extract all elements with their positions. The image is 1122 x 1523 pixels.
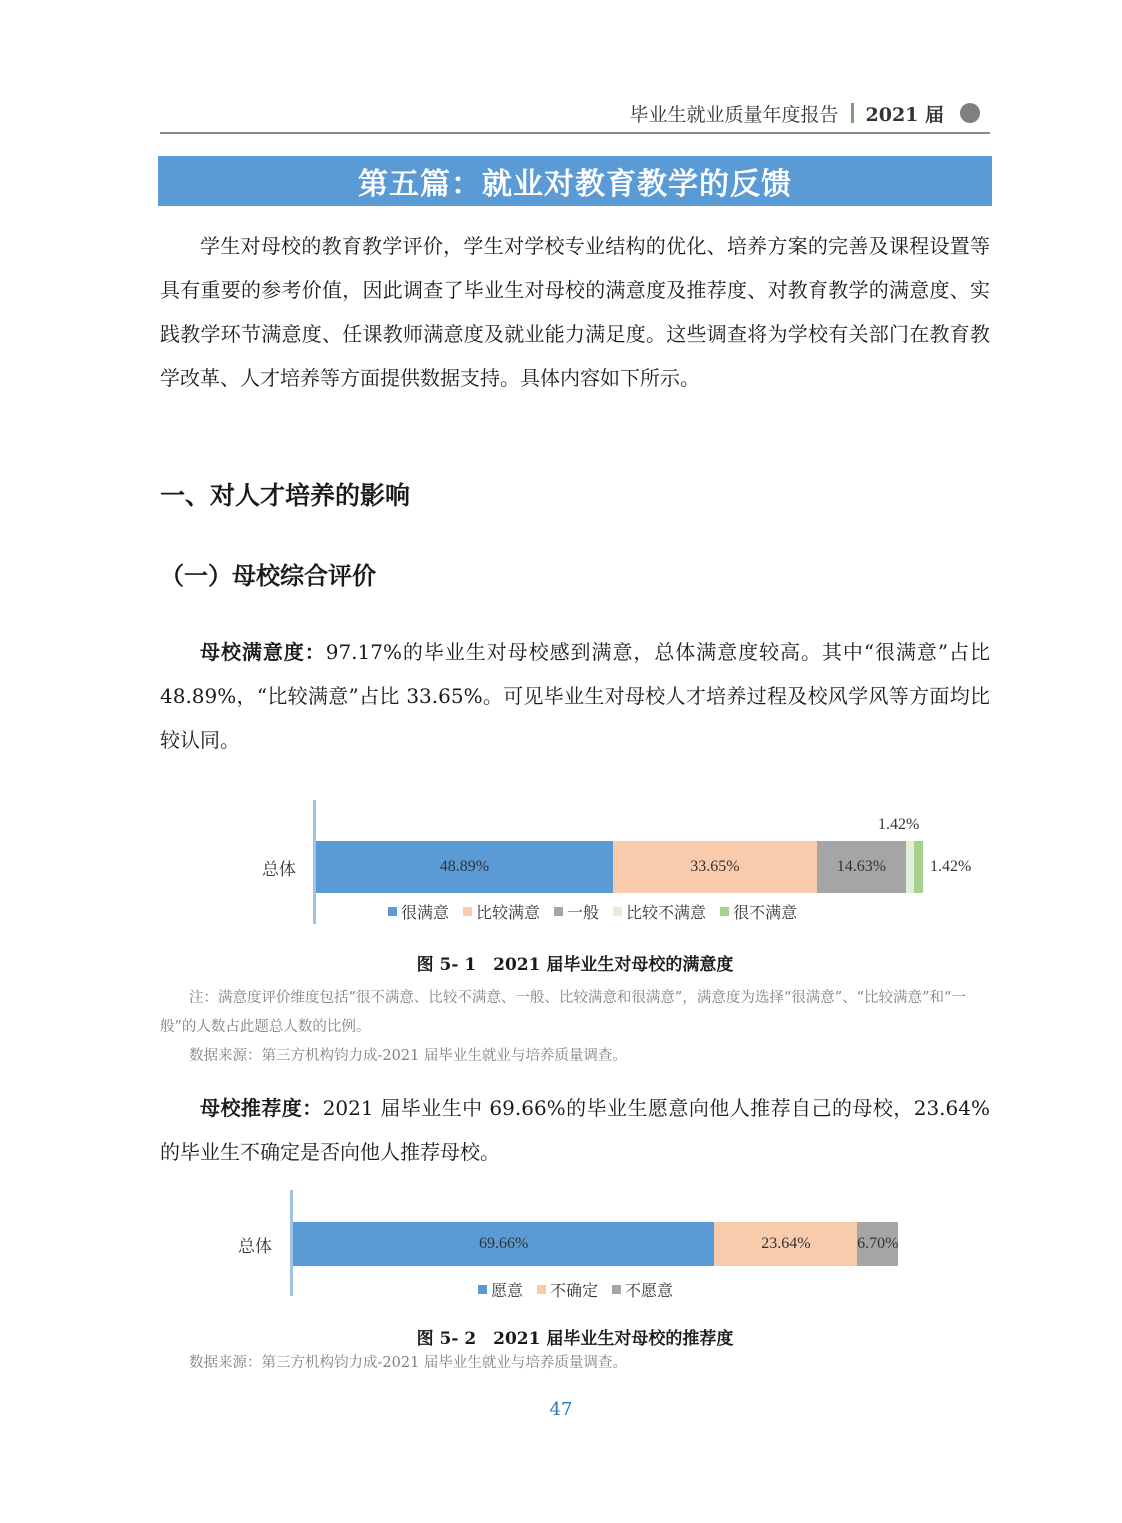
legend-swatch-icon bbox=[554, 907, 563, 916]
legend-swatch-icon bbox=[388, 907, 397, 916]
satisfaction-chart bbox=[160, 800, 990, 940]
chart-legend bbox=[388, 900, 797, 923]
header-rule bbox=[160, 132, 990, 134]
stacked-bar bbox=[316, 841, 923, 893]
recommendation-text: 2021 届毕业生中 69.66%的毕业生愿意向他人推荐自己的母校，23.64%的毕业生不确定是否向他人推荐母校。 bbox=[160, 1096, 990, 1164]
satisfaction-lead: 母校满意度： bbox=[200, 640, 326, 664]
legend-item bbox=[554, 900, 599, 923]
recommendation-chart bbox=[160, 1190, 990, 1310]
figure-notes-5-1 bbox=[160, 984, 990, 1071]
legend-swatch-icon bbox=[720, 907, 729, 916]
report-title: 毕业生就业质量年度报告 bbox=[629, 103, 839, 126]
data-label-很不满意: 1.42% bbox=[930, 858, 972, 875]
legend-swatch-icon bbox=[463, 907, 472, 916]
legend-swatch-icon bbox=[613, 907, 622, 916]
header-dot-icon bbox=[960, 103, 980, 123]
satisfaction-paragraph bbox=[160, 630, 990, 762]
page-number: 47 bbox=[549, 1399, 573, 1420]
data-source: 数据来源：第三方机构钧力成-2021 届毕业生就业与培养质量调查。 bbox=[189, 1048, 627, 1064]
figure-note: 注：满意度评价维度包括“很不满意、比较不满意、一般、比较满意和很满意”，满意度为选择“很满意”、“比较满意”和“一般”的人数占此题总人数的比例。 bbox=[160, 990, 966, 1035]
bar-segment-很不满意 bbox=[914, 841, 923, 893]
satisfaction-text: 97.17%的毕业生对母校感到满意，总体满意度较高。其中“很满意”占比 48.89%，“比较满意”占比 33.65%。可见毕业生对母校人才培养过程及校风学风等方面均比较认同。 bbox=[160, 640, 991, 752]
bar-segment-比较不满意 bbox=[906, 841, 915, 893]
bar-segment-很满意: 48.89% bbox=[316, 841, 613, 893]
legend-label: 愿意 bbox=[491, 1283, 524, 1300]
category-label: 总体 bbox=[262, 860, 296, 879]
legend-label: 比较不满意 bbox=[626, 905, 707, 922]
legend-item bbox=[388, 900, 449, 923]
bar-segment-不确定: 23.64% bbox=[714, 1222, 857, 1266]
recommendation-paragraph bbox=[160, 1086, 990, 1174]
chapter-banner: 第五篇：就业对教育教学的反馈 bbox=[158, 156, 992, 206]
bar-segment-一般: 14.63% bbox=[817, 841, 906, 893]
legend-swatch-icon bbox=[612, 1285, 621, 1294]
subsection-heading: （一）母校综合评价 bbox=[160, 562, 376, 590]
legend-item bbox=[720, 900, 797, 923]
recommendation-lead: 母校推荐度： bbox=[200, 1096, 323, 1120]
data-label-比较不满意: 1.42% bbox=[878, 816, 920, 833]
chart-legend bbox=[478, 1278, 673, 1301]
bar-segment-愿意: 69.66% bbox=[293, 1222, 714, 1266]
stacked-bar bbox=[293, 1222, 898, 1266]
running-header bbox=[520, 96, 980, 130]
legend-item bbox=[463, 900, 540, 923]
legend-label: 很不满意 bbox=[733, 905, 798, 922]
data-source: 数据来源：第三方机构钧力成-2021 届毕业生就业与培养质量调查。 bbox=[189, 1355, 627, 1371]
legend-label: 不愿意 bbox=[625, 1283, 674, 1300]
legend-item bbox=[612, 1278, 673, 1301]
legend-label: 一般 bbox=[567, 905, 600, 922]
section-heading: 一、对人才培养的影响 bbox=[160, 481, 411, 510]
bar-segment-比较满意: 33.65% bbox=[613, 841, 817, 893]
legend-label: 很满意 bbox=[401, 905, 450, 922]
category-label: 总体 bbox=[238, 1237, 272, 1256]
report-year: 2021 届 bbox=[865, 103, 944, 126]
figure-caption-5-1: 图 5- 1 2021 届毕业生对母校的满意度 bbox=[416, 955, 734, 975]
legend-item bbox=[537, 1278, 598, 1301]
figure-notes-5-2 bbox=[160, 1349, 990, 1378]
legend-swatch-icon bbox=[537, 1285, 546, 1294]
legend-label: 比较满意 bbox=[476, 905, 541, 922]
legend-label: 不确定 bbox=[550, 1283, 599, 1300]
legend-swatch-icon bbox=[478, 1285, 487, 1294]
legend-item bbox=[478, 1278, 523, 1301]
header-separator bbox=[851, 103, 854, 123]
figure-caption-5-2: 图 5- 2 2021 届毕业生对母校的推荐度 bbox=[416, 1329, 734, 1349]
intro-paragraph: 学生对母校的教育教学评价，学生对学校专业结构的优化、培养方案的完善及课程设置等具有重要的参考价值，因此调查了毕业生对母校的满意度及推荐度、对教育教学的满意度、实践教学环节满意度、任课教师满意度及就业能力满足度。这些调查将为学校有关部门在教育教学改革、人才培养等方面提供数据支持。具体内容如下所示。 bbox=[160, 234, 990, 390]
legend-item bbox=[613, 900, 706, 923]
bar-segment-不愿意: 6.70% bbox=[857, 1222, 898, 1266]
